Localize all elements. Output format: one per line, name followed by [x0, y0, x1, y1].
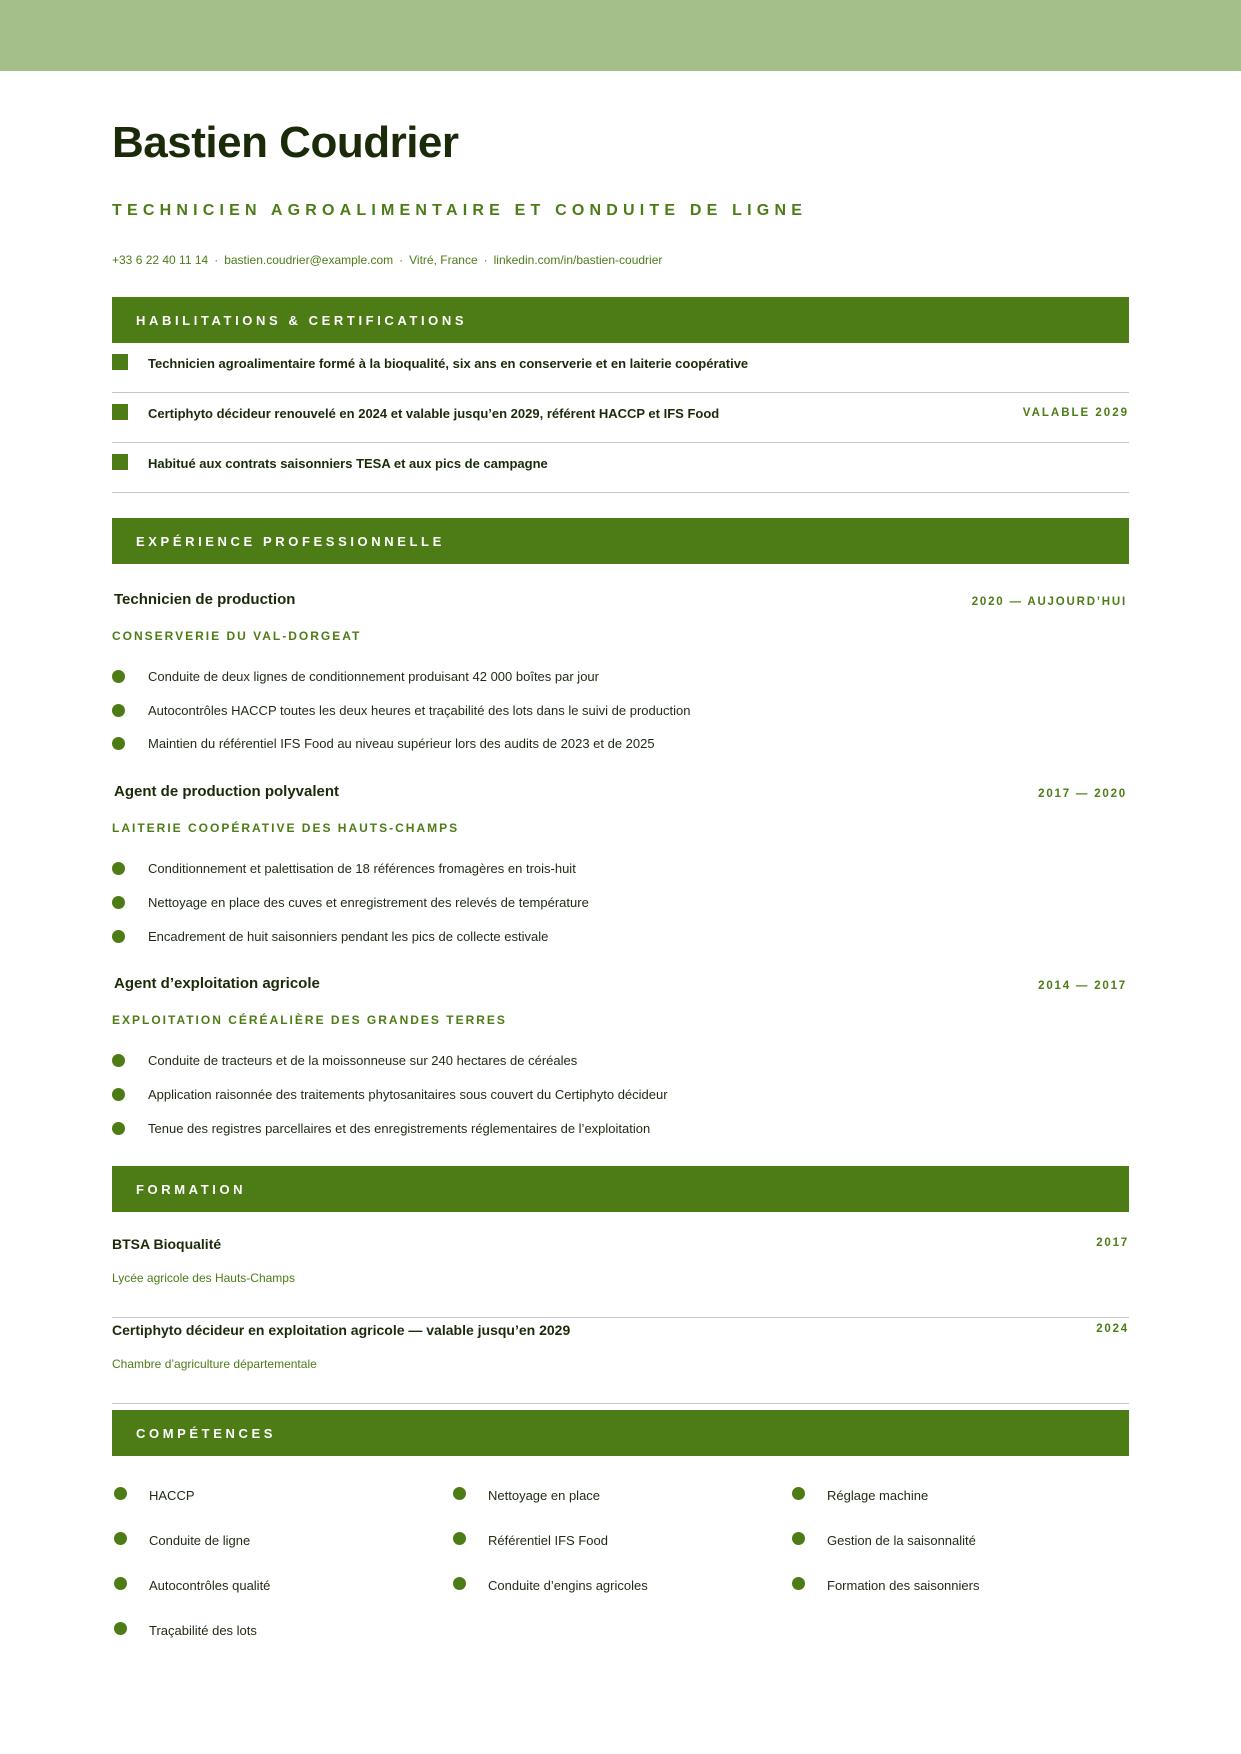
- skill-label: Autocontrôles qualité: [149, 1578, 271, 1593]
- round-bullet-icon: [112, 930, 125, 943]
- degree-title: Certiphyto décideur en exploitation agricole — valable jusqu’en 2029: [112, 1322, 571, 1338]
- round-bullet-icon: [112, 1054, 125, 1067]
- job-title: Agent de production polyvalent: [114, 783, 340, 800]
- square-bullet-icon: [112, 404, 128, 420]
- round-bullet-icon: [114, 1577, 127, 1590]
- round-bullet-icon: [453, 1577, 466, 1590]
- degree-school: Lycée agricole des Hauts-Champs: [112, 1271, 295, 1285]
- round-bullet-icon: [112, 704, 125, 717]
- bullet-text: Nettoyage en place des cuves et enregistrement des relevés de température: [148, 895, 589, 910]
- skill-label: Référentiel IFS Food: [488, 1533, 608, 1548]
- round-bullet-icon: [114, 1622, 127, 1635]
- skill-label: HACCP: [149, 1488, 195, 1503]
- job-organization: CONSERVERIE DU VAL-DORGEAT: [112, 629, 362, 643]
- round-bullet-icon: [112, 737, 125, 750]
- round-bullet-icon: [453, 1487, 466, 1500]
- bullet-text: Maintien du référentiel IFS Food au niveau supérieur lors des audits de 2023 et de 2025: [148, 736, 655, 751]
- round-bullet-icon: [792, 1487, 805, 1500]
- degree-school: Chambre d’agriculture départementale: [112, 1357, 317, 1371]
- skill-label: Gestion de la saisonnalité: [827, 1533, 976, 1548]
- round-bullet-icon: [112, 1122, 125, 1135]
- education-item: [112, 1318, 1129, 1404]
- education-item: [112, 1232, 1129, 1318]
- top-color-band: [0, 0, 1241, 71]
- section-header-education: [112, 1166, 1129, 1212]
- round-bullet-icon: [453, 1532, 466, 1545]
- candidate-name: Bastien Coudrier: [112, 118, 459, 167]
- degree-title: BTSA Bioqualité: [112, 1236, 222, 1252]
- square-bullet-icon: [112, 354, 128, 370]
- section-title: FORMATION: [136, 1182, 247, 1197]
- bullet-text: Conduite de tracteurs et de la moissonneuse sur 240 hectares de céréales: [148, 1053, 578, 1068]
- bullet-text: Conditionnement et palettisation de 18 références fromagères en trois-huit: [148, 861, 576, 876]
- skill-label: Nettoyage en place: [488, 1488, 601, 1503]
- certification-text: Habitué aux contrats saisonniers TESA et aux pics de campagne: [148, 456, 548, 471]
- round-bullet-icon: [792, 1577, 805, 1590]
- skill-label: Conduite d’engins agricoles: [488, 1578, 648, 1593]
- contact-line: [112, 253, 662, 267]
- section-header-skills: [112, 1410, 1129, 1456]
- job-role-title: TECHNICIEN AGROALIMENTAIRE ET CONDUITE DE LIGNE: [112, 202, 808, 219]
- section-header-certifications: [112, 297, 1129, 343]
- job-title: Agent d’exploitation agricole: [114, 975, 320, 992]
- contact-phone[interactable]: +33 6 22 40 11 14: [112, 253, 209, 267]
- job-dates: 2014 — 2017: [1038, 980, 1127, 992]
- contact-location: Vitré, France: [409, 253, 478, 267]
- job-organization: LAITERIE COOPÉRATIVE DES HAUTS-CHAMPS: [112, 821, 460, 835]
- bullet-text: Application raisonnée des traitements phytosanitaires sous couvert du Certiphyto décideur: [148, 1087, 668, 1102]
- degree-year: 2017: [1096, 1237, 1129, 1249]
- bullet-text: Tenue des registres parcellaires et des enregistrements réglementaires de l’exploitation: [148, 1121, 651, 1136]
- round-bullet-icon: [114, 1532, 127, 1545]
- bullet-text: Conduite de deux lignes de conditionnement produisant 42 000 boîtes par jour: [148, 669, 599, 684]
- certification-item: [112, 393, 1129, 443]
- contact-separator: ·: [483, 253, 488, 267]
- round-bullet-icon: [112, 896, 125, 909]
- section-title: COMPÉTENCES: [136, 1426, 277, 1441]
- job-dates: 2020 — AUJOURD’HUI: [971, 596, 1127, 608]
- degree-year: 2024: [1096, 1323, 1129, 1335]
- bullet-text: Autocontrôles HACCP toutes les deux heures et traçabilité des lots dans le suivi de production: [148, 703, 691, 718]
- round-bullet-icon: [114, 1487, 127, 1500]
- section-header-experience: [112, 518, 1129, 564]
- certification-validity-tag: VALABLE 2029: [1022, 407, 1129, 419]
- bullet-text: Encadrement de huit saisonniers pendant les pics de collecte estivale: [148, 929, 549, 944]
- section-title: EXPÉRIENCE PROFESSIONNELLE: [136, 534, 445, 549]
- round-bullet-icon: [792, 1532, 805, 1545]
- job-title: Technicien de production: [114, 591, 296, 608]
- skill-label: Conduite de ligne: [149, 1533, 251, 1548]
- contact-linkedin[interactable]: linkedin.com/in/bastien-coudrier: [493, 253, 663, 267]
- job-dates: 2017 — 2020: [1038, 788, 1127, 800]
- round-bullet-icon: [112, 862, 125, 875]
- certification-item: [112, 443, 1129, 493]
- contact-email[interactable]: bastien.coudrier@example.com: [224, 253, 394, 267]
- round-bullet-icon: [112, 1088, 125, 1101]
- section-title: HABILITATIONS & CERTIFICATIONS: [136, 313, 468, 328]
- contact-separator: ·: [399, 253, 404, 267]
- round-bullet-icon: [112, 670, 125, 683]
- skill-label: Traçabilité des lots: [149, 1623, 257, 1638]
- contact-separator: ·: [214, 253, 219, 267]
- certification-text: Certiphyto décideur renouvelé en 2024 et valable jusqu’en 2029, référent HACCP et IFS Food: [148, 406, 720, 421]
- skill-label: Réglage machine: [827, 1488, 929, 1503]
- skill-label: Formation des saisonniers: [827, 1578, 980, 1593]
- certification-item: [112, 343, 1129, 393]
- job-organization: EXPLOITATION CÉRÉALIÈRE DES GRANDES TERRES: [112, 1013, 507, 1027]
- square-bullet-icon: [112, 454, 128, 470]
- certification-text: Technicien agroalimentaire formé à la bioqualité, six ans en conserverie et en laiterie coopérative: [148, 356, 749, 371]
